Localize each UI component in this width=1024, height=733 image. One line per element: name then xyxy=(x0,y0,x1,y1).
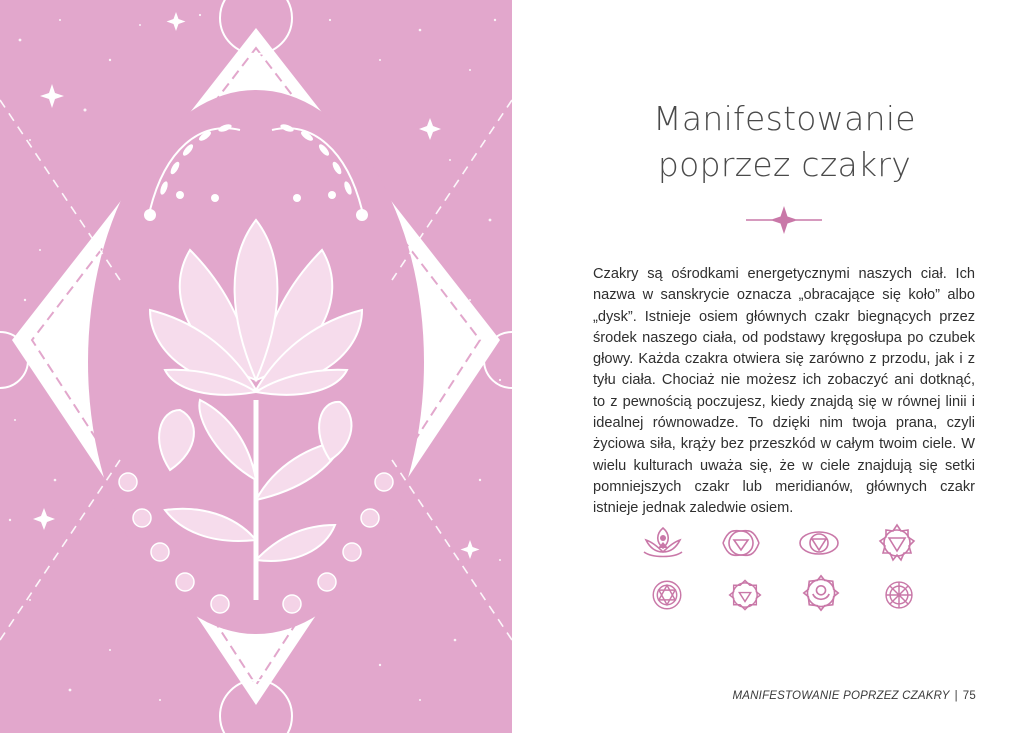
crown-chakra-icon xyxy=(642,522,684,564)
page-footer xyxy=(733,690,976,702)
text-page xyxy=(512,0,1024,733)
solar-plexus-chakra-icon xyxy=(650,578,684,612)
page-number: 75 xyxy=(962,690,976,702)
heart-chakra-icon xyxy=(876,522,918,564)
footer-separator: | xyxy=(954,690,958,702)
soul-star-chakra-icon xyxy=(882,578,916,612)
third-eye-chakra-icon xyxy=(720,522,762,564)
root-chakra-icon xyxy=(802,574,840,612)
running-head: MANIFESTOWANIE POPRZEZ CZAKRY xyxy=(732,690,950,702)
sparkle-ornament-icon xyxy=(744,204,824,236)
throat-chakra-icon xyxy=(798,522,840,564)
title-line-2: poprzez czakry xyxy=(657,145,912,184)
title-line-1: Manifestowanie xyxy=(653,99,916,138)
body-paragraph: Czakry są ośrodkami energetycznymi naszych ciał. Ich nazwa w sanskrycie oznacza „obracające się koło” albo „dysk”. Istnieje osiem głównych czakr biegnących przez środek naszego ciała, od podstawy kręgosłupa po czubek głowy. Każda czakra otwiera się zarówno z przodu, jak i z tyłu ciała. Chociaż nie możesz ich zobaczyć ani dotknąć, to z pewnością poczujesz, kiedy znajdą się w równej linii i idealnej równowadze. To dzięki nim twoja prana, czyli życiowa siła, krąży bez przeszkód w całym twoim ciele. W wielu kulturach uważa się, że w ciele znajdują się setki pomniejszych czakr lub meridianów, głównych czakr istnieje jednak zaledwie osiem. xyxy=(593,266,975,517)
chakra-symbols xyxy=(642,522,922,622)
page-title xyxy=(512,96,1024,188)
sacral-chakra-icon xyxy=(728,578,762,612)
